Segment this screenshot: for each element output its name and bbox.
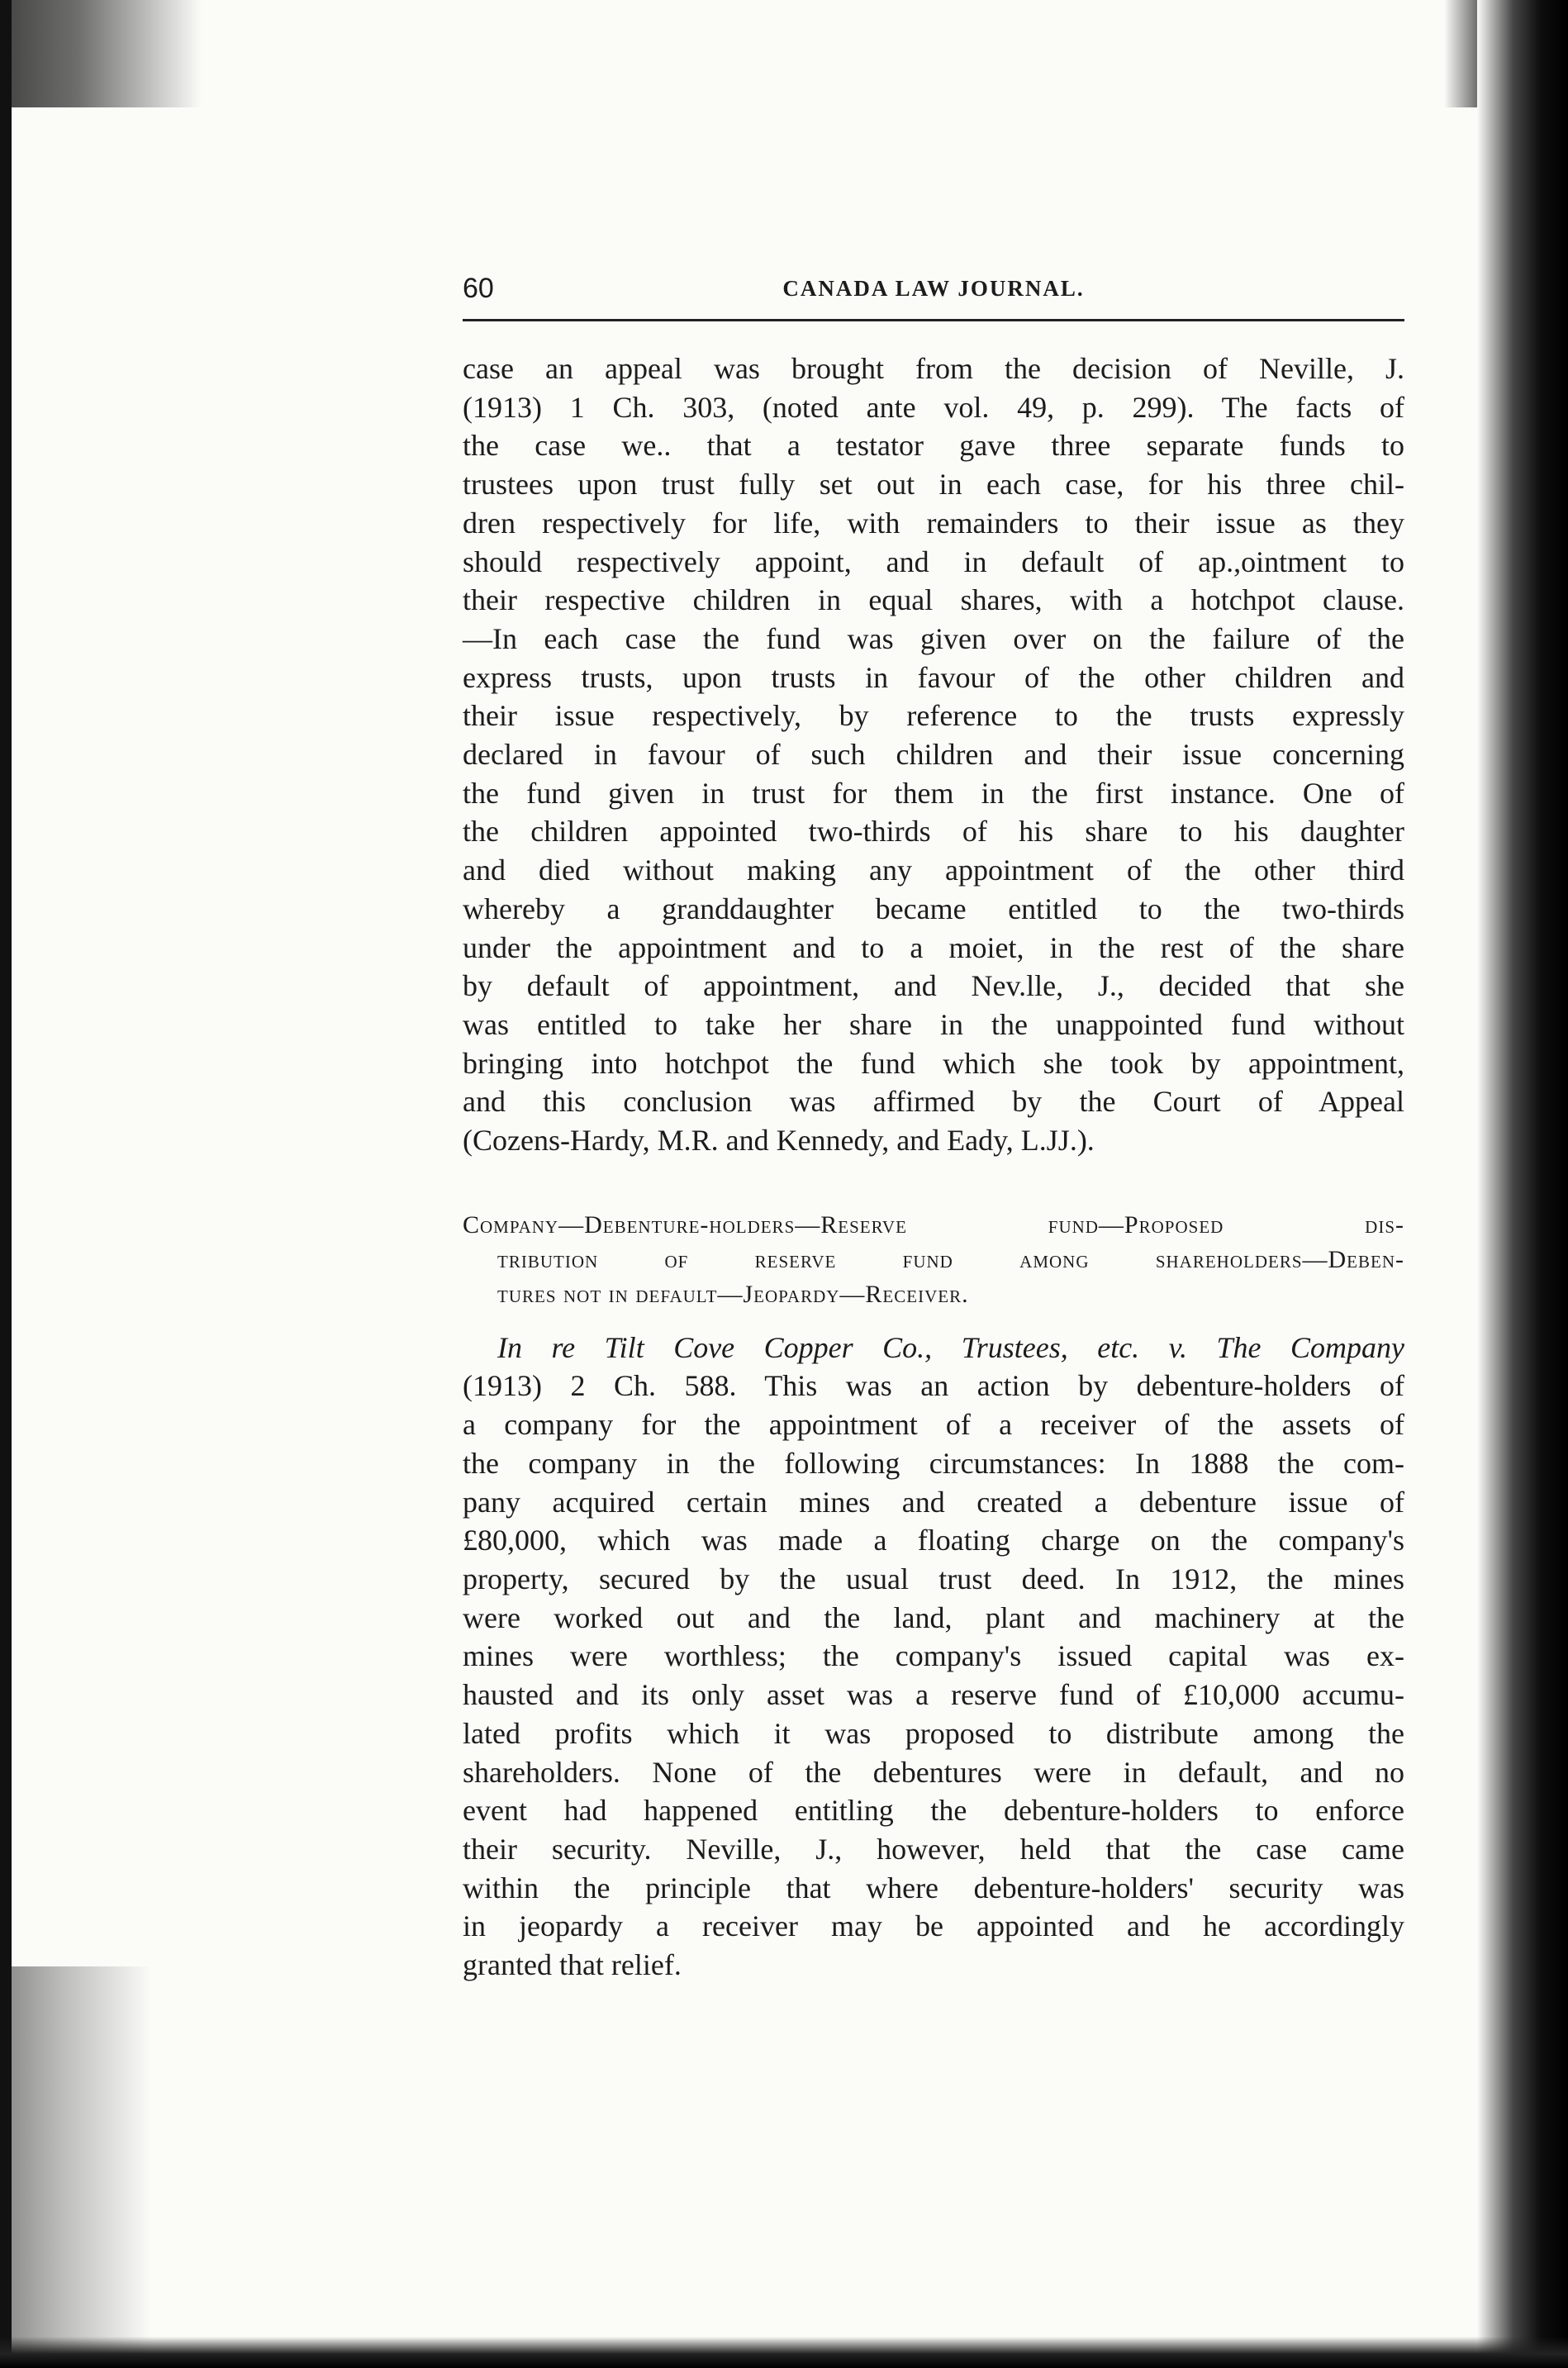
text-line: a company for the appointment of a receiver of the assets of [463, 1408, 1404, 1442]
text-line: shareholders. None of the debentures were in default, and no [463, 1755, 1404, 1789]
text-line: were worked out and the land, plant and machinery at the [463, 1600, 1404, 1634]
text-line: (Cozens-Hardy, M.R. and Kennedy, and Eady, L.JJ.). [463, 1124, 1095, 1158]
paragraph-2 [463, 1329, 1404, 1985]
running-head [463, 264, 1404, 311]
section-heading [463, 1208, 1404, 1312]
text-line: the company in the following circumstances: In 1888 the com- [463, 1446, 1404, 1480]
heading-line: tribution of reserve fund among shareholders—Deben- [497, 1245, 1404, 1273]
text-line: express trusts, upon trusts in favour of the other children and [463, 660, 1404, 694]
journal-title: CANADA LAW JOURNAL. [782, 276, 1085, 301]
page-content [463, 264, 1404, 1985]
heading-line: tures not in default—Jeopardy—Receiver. [497, 1280, 969, 1308]
text-line: trustees upon trust fully set out in each case, for his three chil- [463, 468, 1404, 502]
text-line: hausted and its only asset was a reserve fund of £10,000 accumu- [463, 1678, 1404, 1712]
text-line: within the principle that where debenture-holders' security was [463, 1871, 1404, 1904]
text-line: in jeopardy a receiver may be appointed and he accordingly [463, 1909, 1404, 1943]
text-line: mines were worthless; the company's issued capital was ex- [463, 1639, 1404, 1673]
text-line: the case we.. that a testator gave three separate funds to [463, 429, 1404, 463]
text-line: lated profits which it was proposed to distribute among the [463, 1716, 1404, 1750]
text-line: property, secured by the usual trust deed. In 1912, the mines [463, 1562, 1404, 1595]
text-line: their security. Neville, J., however, held that the case came [463, 1832, 1404, 1866]
scan-smudge-top-right [1444, 0, 1477, 107]
scan-edge-bottom [0, 2337, 1568, 2368]
text-line: event had happened entitling the debenture-holders to enforce [463, 1794, 1404, 1828]
text-line: pany acquired certain mines and created a debenture issue of [463, 1485, 1404, 1519]
text-line: (1913) 2 Ch. 588. This was an action by debenture-holders of [463, 1369, 1404, 1403]
scan-smudge-top-left [12, 0, 202, 107]
case-citation-line [463, 1329, 1404, 1367]
text-line: —In each case the fund was given over on the failure of the [463, 621, 1404, 655]
text-line: the fund given in trust for them in the first instance. One of [463, 776, 1404, 810]
text-line: granted that relief. [463, 1948, 682, 1982]
text-line: £80,000, which was made a floating charge on the company's [463, 1524, 1404, 1557]
text-line: should respectively appoint, and in default of ap.,ointment to [463, 544, 1404, 578]
paragraph-1 [463, 349, 1404, 1160]
text-line: by default of appointment, and Nev.lle, J., decided that she [463, 969, 1404, 1003]
page-number: 60 [463, 273, 494, 304]
text-line: was entitled to take her share in the unappointed fund without [463, 1007, 1404, 1041]
text-line: the children appointed two-thirds of his share to his daughter [463, 815, 1404, 849]
header-rule [463, 319, 1404, 321]
text-line: declared in favour of such children and their issue concerning [463, 738, 1404, 772]
text-line: their respective children in equal shares, with a hotchpot clause. [463, 583, 1404, 617]
case-name: In re Tilt Cove Copper Co., Trustees, etc. v. The Company [497, 1330, 1404, 1364]
text-line: and this conclusion was affirmed by the Court of Appeal [463, 1085, 1404, 1119]
text-line: their issue respectively, by reference to the trusts expressly [463, 699, 1404, 733]
scan-edge-left [0, 0, 12, 2368]
text-line: dren respectively for life, with remainders to their issue as they [463, 506, 1404, 540]
text-line: and died without making any appointment of the other third [463, 854, 1404, 887]
text-line: (1913) 1 Ch. 303, (noted ante vol. 49, p. 299). The facts of [463, 390, 1404, 424]
text-line: case an appeal was brought from the decision of Neville, J. [463, 352, 1404, 385]
scan-smudge-bottom-left [12, 1966, 177, 2368]
text-line: under the appointment and to a moiet, in the rest of the share [463, 930, 1404, 964]
text-line: bringing into hotchpot the fund which she took by appointment, [463, 1046, 1404, 1080]
scan-edge-right [1477, 0, 1568, 2368]
heading-line: Company—Debenture-holders—Reserve fund—Proposed dis- [463, 1210, 1404, 1239]
text-line: whereby a granddaughter became entitled to the two-thirds [463, 892, 1404, 925]
